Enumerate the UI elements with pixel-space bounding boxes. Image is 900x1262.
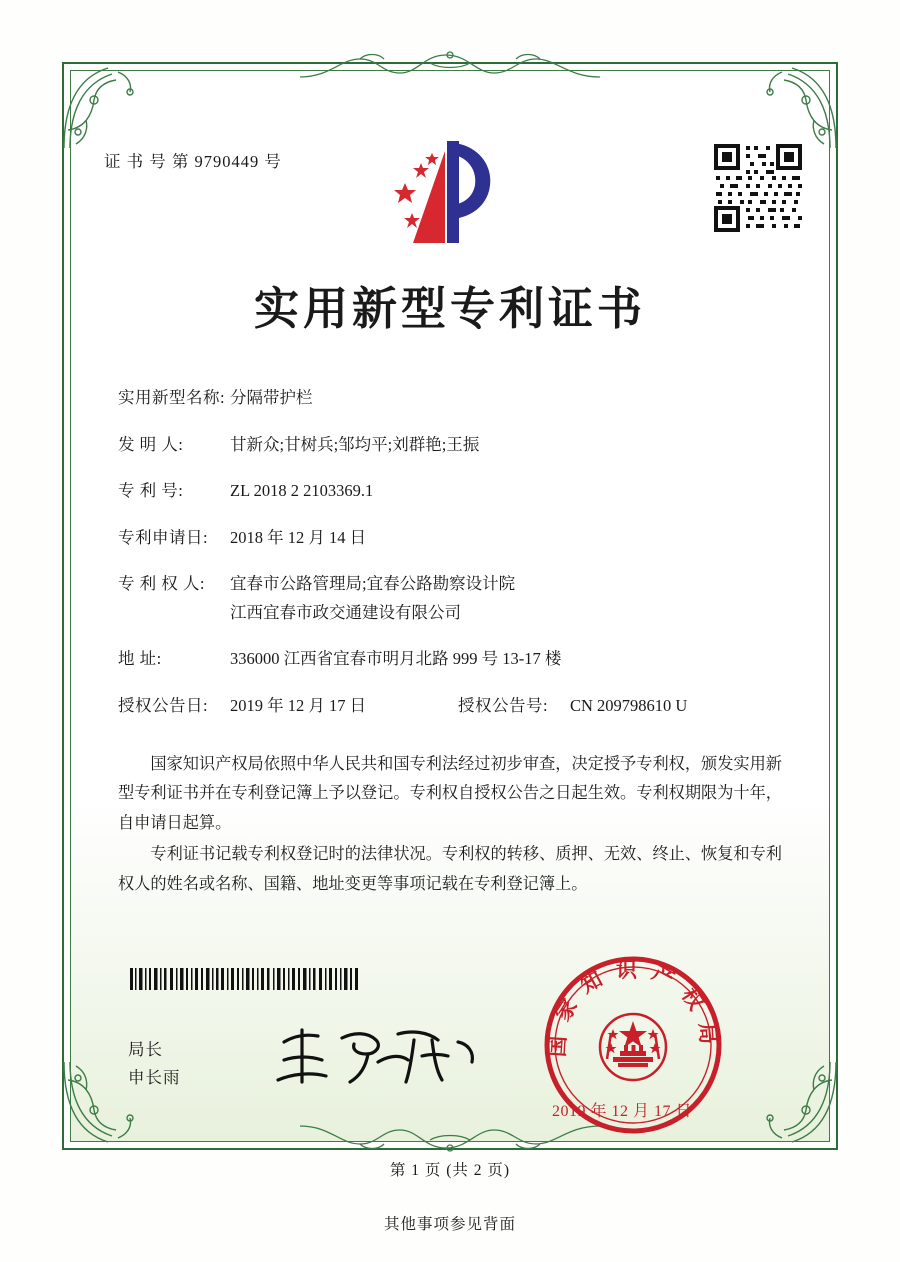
field-row-grant-announcement bbox=[118, 693, 818, 719]
field-value: 2018 年 12 月 14 日 bbox=[230, 527, 367, 547]
field-row-patentee bbox=[118, 571, 818, 625]
grant-number-group bbox=[458, 693, 687, 719]
qr-code-icon bbox=[712, 142, 804, 234]
svg-text:国家知识产权局: 国家知识产权局 bbox=[544, 957, 722, 1058]
field-label: 实用新型名称: bbox=[118, 388, 226, 407]
back-side-note: 其他事项参见背面 bbox=[383, 1216, 516, 1233]
field-row-patent-number bbox=[118, 478, 818, 504]
field-row-inventors bbox=[118, 432, 818, 458]
field-label: 专 利 权 人: bbox=[118, 574, 205, 594]
corner-flourish-icon bbox=[746, 1056, 842, 1152]
field-label: 专 利 号: bbox=[118, 481, 184, 501]
patentee-line-2: 江西宜春市政交通建设有限公司 bbox=[230, 602, 461, 622]
field-value: 336000 江西省宜春市明月北路 999 号 13-17 楼 bbox=[230, 649, 562, 669]
signature-title-label: 局长 bbox=[128, 1040, 163, 1059]
field-value bbox=[230, 571, 818, 625]
field-value: 甘新众;甘树兵;邹均平;刘群艳;王振 bbox=[230, 434, 480, 454]
grant-date-group bbox=[118, 693, 458, 719]
corner-flourish-icon bbox=[746, 58, 842, 154]
field-label: 地 址: bbox=[118, 649, 162, 669]
barcode-icon bbox=[130, 968, 362, 990]
seal-date: 2019 年 12 月 17 日 bbox=[552, 1103, 693, 1120]
body-paragraph-1: 国家知识产权局依照中华人民共和国专利法经过初步审查，决定授予专利权，颁发实用新型专利证书并在专利登记簿上予以登记。专利权自授权公告之日起生效。专利权期限为十年，自申请日起算。 bbox=[118, 755, 782, 832]
body-paragraph-2: 专利证书记载专利权登记时的法律状况。专利权的转移、质押、无效、终止、恢复和专利权人的姓名或名称、国籍、地址变更等事项记载在专利登记簿上。 bbox=[118, 845, 782, 893]
field-label: 发 明 人: bbox=[118, 434, 184, 454]
corner-flourish-icon bbox=[58, 58, 154, 154]
field-row-application-date bbox=[118, 525, 818, 551]
certificate-number: 证 书 号 第 9790449 号 bbox=[104, 152, 282, 171]
field-value: ZL 2018 2 2103369.1 bbox=[230, 481, 374, 501]
top-filigree-icon bbox=[300, 47, 600, 81]
field-value: 分隔带护栏 bbox=[230, 388, 313, 407]
field-label: 授权公告日: bbox=[118, 695, 209, 715]
cnipa-logo-icon bbox=[385, 135, 510, 250]
patentee-line-1: 宜春市公路管理局;宜春公路勘察设计院 bbox=[230, 574, 516, 594]
field-row-address bbox=[118, 646, 818, 672]
signature-block bbox=[128, 1036, 181, 1092]
handwritten-signature-icon bbox=[272, 1022, 482, 1094]
field-value: 2019 年 12 月 17 日 bbox=[230, 695, 367, 715]
page-number: 第 1 页 (共 2 页) bbox=[389, 1162, 511, 1179]
field-label: 授权公告号: bbox=[458, 695, 549, 715]
field-value: CN 209798610 U bbox=[570, 695, 688, 715]
field-list bbox=[118, 385, 818, 735]
field-row-utility-model-name bbox=[118, 385, 818, 411]
page-title: 实用新型专利证书 bbox=[253, 282, 646, 335]
signature-name: 申长雨 bbox=[128, 1068, 181, 1088]
body-text bbox=[118, 750, 782, 901]
field-label: 专利申请日: bbox=[118, 527, 209, 547]
